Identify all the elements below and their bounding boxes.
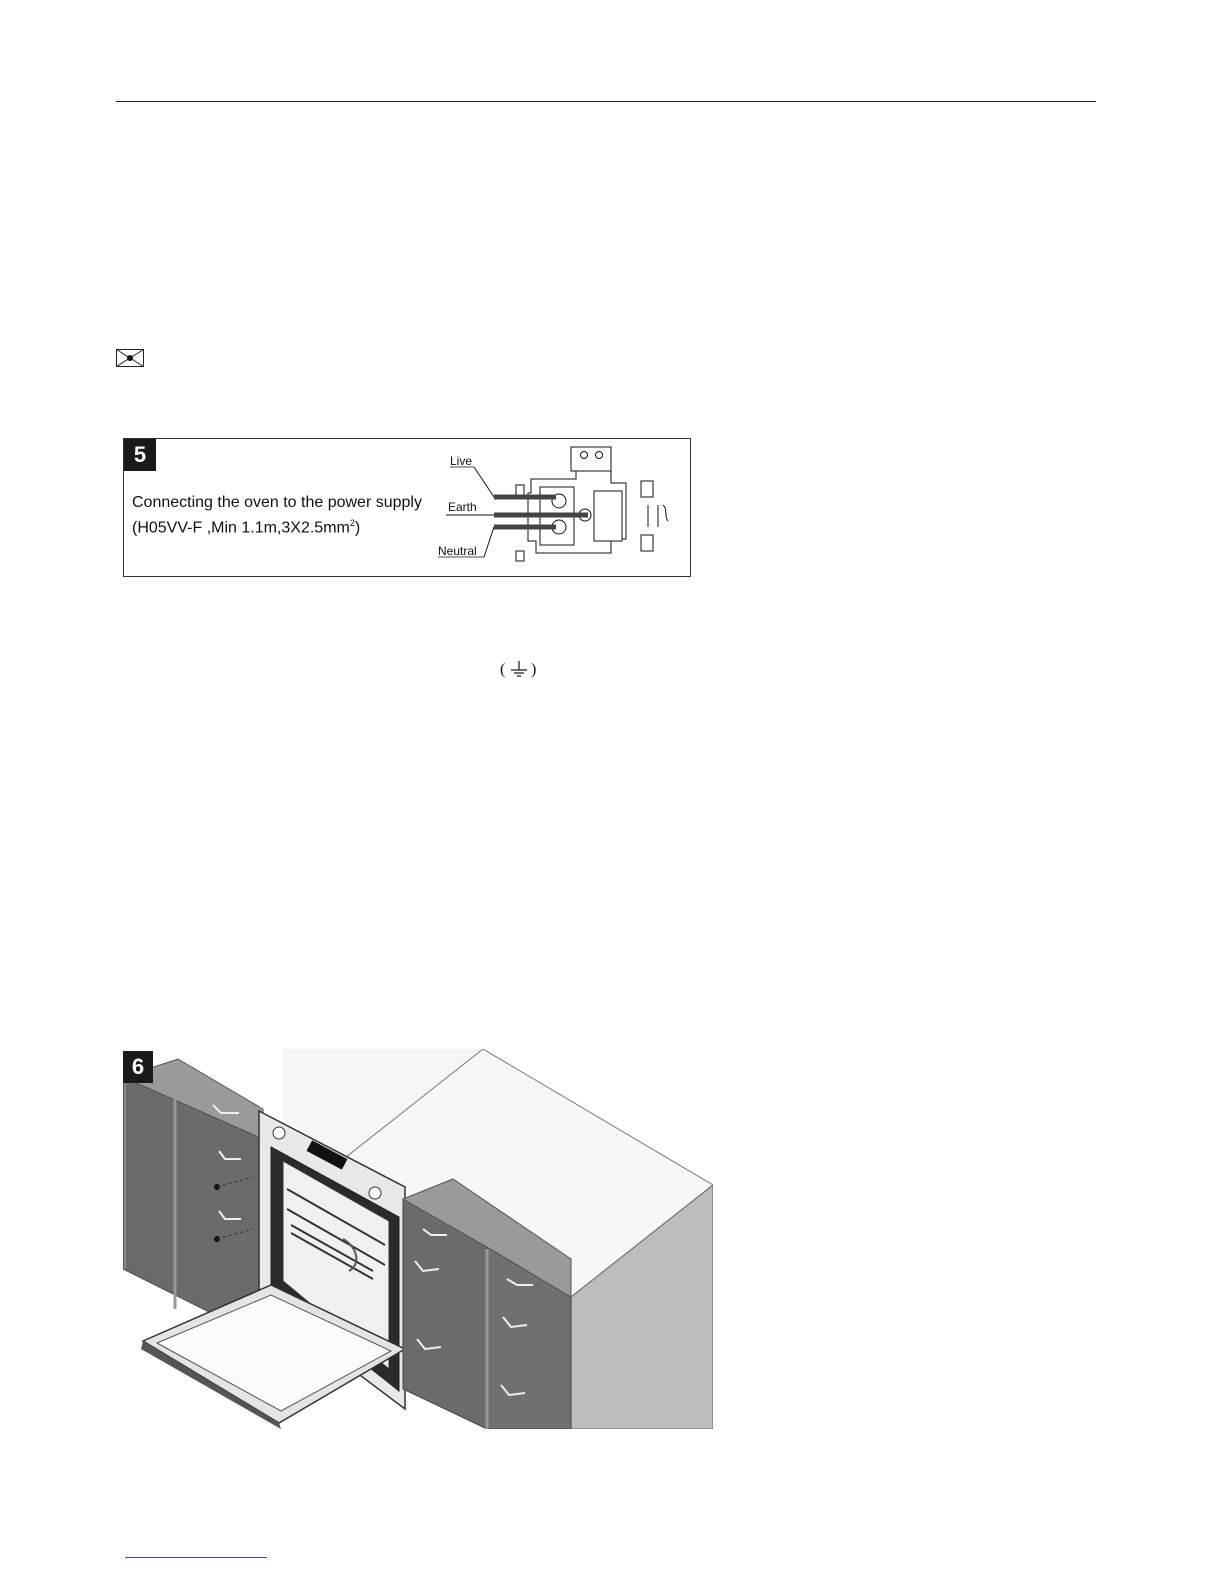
label-live: Live <box>450 454 473 468</box>
figure-number: 6 <box>123 1051 153 1083</box>
oven-in-cabinet-illustration <box>123 1049 713 1429</box>
header-rule <box>116 101 1096 102</box>
caption-line-1: Connecting the oven to the power supply <box>132 494 422 511</box>
caption-line-2 <box>132 513 422 538</box>
svg-text:(: ( <box>500 661 506 678</box>
figure-number: 5 <box>124 439 156 471</box>
label-neutral: Neutral <box>438 544 477 558</box>
caption-close: ) <box>354 519 361 537</box>
svg-text:): ) <box>531 661 537 678</box>
footer-link-underline[interactable] <box>125 1557 267 1558</box>
terminal-block-diagram <box>436 443 688 573</box>
earth-ground-icon <box>500 658 540 680</box>
label-earth: Earth <box>448 500 477 514</box>
caption-superscript: 2 <box>349 518 355 528</box>
figure-5-caption <box>132 493 422 538</box>
figure-5-power-connection <box>123 438 691 577</box>
caption-spec: (H05VV-F ,Min 1.1m,3X2.5mm <box>132 519 350 537</box>
figure-6-oven-installation <box>123 1049 713 1429</box>
envelope-note-icon <box>116 349 144 367</box>
